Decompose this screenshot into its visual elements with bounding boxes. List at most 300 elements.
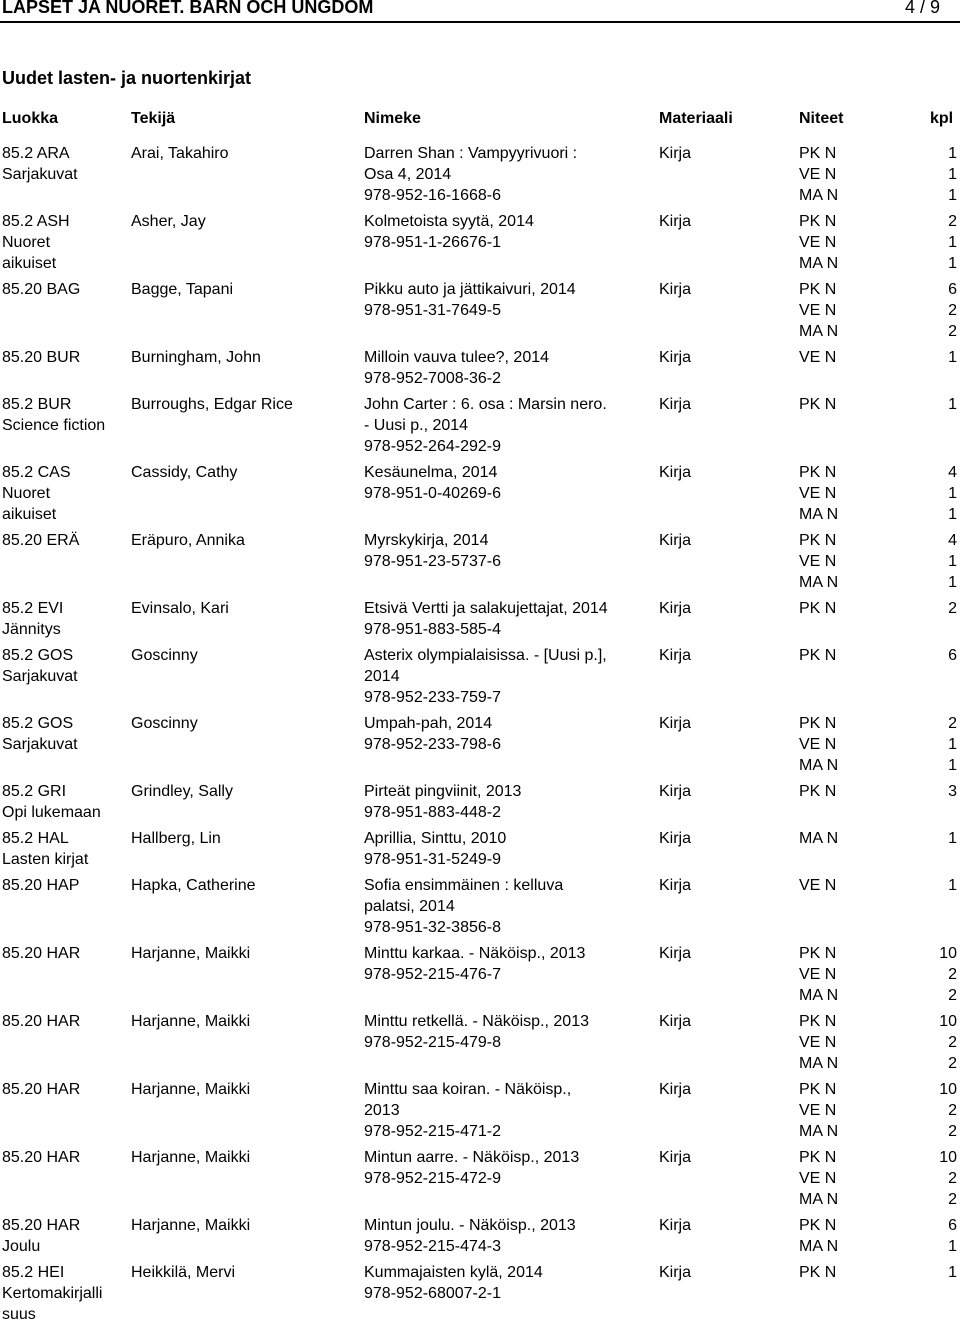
cell-tekija — [131, 279, 361, 300]
cell-tekija-line: Eräpuro, Annika — [131, 532, 245, 549]
cell-tekija-line: Goscinny — [131, 715, 198, 732]
cell-luokka — [2, 394, 127, 436]
cell-nimeke — [364, 1079, 654, 1142]
cell-nimeke-line: Etsivä Vertti ja salakujettajat, 2014 — [364, 600, 608, 617]
cell-niteet-line: PK N — [799, 945, 837, 962]
cell-niteet-line: PK N — [799, 1149, 837, 1166]
cell-niteet — [799, 1215, 859, 1257]
cell-nimeke-line: 978-951-1-26676-1 — [364, 234, 501, 251]
cell-niteet-line: PK N — [799, 213, 837, 230]
cell-tekija — [131, 598, 361, 619]
cell-luokka-line: aikuiset — [2, 255, 57, 272]
cell-niteet-line: PK N — [799, 783, 837, 800]
cell-tekija-line: Harjanne, Maikki — [131, 1013, 251, 1030]
cell-luokka — [2, 530, 127, 551]
cell-kpl-line: 1 — [948, 187, 957, 204]
cell-luokka-line: 85.20 HAR — [2, 1013, 81, 1030]
cell-kpl-line: 10 — [939, 945, 957, 962]
column-header-niteet: Niteet — [799, 110, 844, 127]
cell-nimeke-line: 2013 — [364, 1102, 400, 1119]
cell-kpl-line: 1 — [948, 234, 957, 251]
cell-nimeke-line: Kummajaisten kylä, 2014 — [364, 1264, 543, 1281]
cell-nimeke-line: 978-952-215-474-3 — [364, 1238, 501, 1255]
cell-kpl-line: 2 — [948, 323, 957, 340]
cell-kpl-line: 2 — [948, 1123, 957, 1140]
cell-kpl-line: 1 — [948, 830, 957, 847]
cell-tekija — [131, 394, 361, 415]
cell-kpl — [900, 347, 957, 368]
cell-tekija-line: Harjanne, Maikki — [131, 945, 251, 962]
cell-luokka — [2, 781, 127, 823]
cell-nimeke — [364, 598, 654, 640]
cell-niteet — [799, 828, 859, 849]
cell-nimeke-line: 2014 — [364, 668, 400, 685]
cell-luokka — [2, 943, 127, 964]
cell-luokka — [2, 645, 127, 687]
cell-nimeke — [364, 530, 654, 572]
cell-niteet-line: PK N — [799, 145, 837, 162]
cell-tekija-line: Hapka, Catherine — [131, 877, 256, 894]
cell-luokka-line: Kertomakirjalli — [2, 1285, 103, 1302]
cell-materiaali-line: Kirja — [659, 145, 692, 162]
cell-niteet-line: PK N — [799, 532, 837, 549]
cell-kpl — [900, 713, 957, 776]
cell-niteet-line: MA N — [799, 187, 839, 204]
cell-tekija — [131, 781, 361, 802]
cell-kpl-line: 6 — [948, 281, 957, 298]
cell-kpl-line: 10 — [939, 1149, 957, 1166]
cell-materiaali — [659, 279, 749, 300]
cell-luokka-line: Nuoret — [2, 485, 51, 502]
cell-niteet-line: VE N — [799, 349, 837, 366]
cell-kpl — [900, 781, 957, 802]
header-title: LAPSET JA NUORET. BARN OCH UNGDOM — [2, 0, 374, 17]
cell-nimeke-line: 978-951-883-585-4 — [364, 621, 501, 638]
cell-materiaali — [659, 1262, 749, 1283]
cell-materiaali — [659, 1011, 749, 1032]
cell-materiaali — [659, 645, 749, 666]
cell-kpl-line: 1 — [948, 553, 957, 570]
cell-nimeke-line: Pikku auto ja jättikaivuri, 2014 — [364, 281, 576, 298]
cell-luokka — [2, 211, 127, 274]
cell-luokka-line: Sarjakuvat — [2, 736, 78, 753]
column-header-kpl: kpl — [930, 110, 954, 127]
cell-tekija-line: Burroughs, Edgar Rice — [131, 396, 293, 413]
cell-luokka — [2, 598, 127, 640]
cell-luokka-line: 85.2 HEI — [2, 1264, 65, 1281]
cell-tekija-line: Goscinny — [131, 647, 198, 664]
cell-nimeke-line: 978-952-233-798-6 — [364, 736, 501, 753]
cell-kpl-line: 1 — [948, 255, 957, 272]
cell-niteet-line: VE N — [799, 234, 837, 251]
cell-luokka-line: Jännitys — [2, 621, 61, 638]
cell-nimeke-line: Umpah-pah, 2014 — [364, 715, 493, 732]
cell-nimeke-line: 978-951-0-40269-6 — [364, 485, 501, 502]
cell-kpl-line: 2 — [948, 1191, 957, 1208]
cell-niteet-line: VE N — [799, 877, 837, 894]
cell-materiaali — [659, 530, 749, 551]
cell-niteet — [799, 875, 859, 896]
cell-tekija — [131, 1079, 361, 1100]
cell-luokka-line: aikuiset — [2, 506, 57, 523]
cell-nimeke — [364, 1262, 654, 1304]
cell-nimeke-line: Minttu saa koiran. - Näköisp., — [364, 1081, 572, 1098]
cell-kpl — [900, 943, 957, 1006]
cell-kpl — [900, 598, 957, 619]
cell-luokka-line: Joulu — [2, 1238, 41, 1255]
cell-luokka-line: 85.20 HAR — [2, 1217, 81, 1234]
cell-niteet — [799, 645, 859, 666]
cell-materiaali-line: Kirja — [659, 647, 692, 664]
cell-luokka-line: 85.20 HAP — [2, 877, 80, 894]
cell-niteet — [799, 781, 859, 802]
cell-materiaali — [659, 1079, 749, 1100]
cell-materiaali-line: Kirja — [659, 783, 692, 800]
page-header — [0, 0, 960, 20]
cell-tekija — [131, 875, 361, 896]
cell-kpl — [900, 143, 957, 206]
cell-luokka — [2, 1147, 127, 1168]
cell-nimeke-line: Aprillia, Sinttu, 2010 — [364, 830, 507, 847]
cell-niteet-line: MA N — [799, 1055, 839, 1072]
cell-luokka-line: Opi lukemaan — [2, 804, 101, 821]
cell-nimeke-line: Osa 4, 2014 — [364, 166, 452, 183]
cell-nimeke-line: 978-952-215-472-9 — [364, 1170, 501, 1187]
cell-nimeke-line: Pirteät pingviinit, 2013 — [364, 783, 522, 800]
cell-niteet-line: PK N — [799, 396, 837, 413]
cell-tekija-line: Burningham, John — [131, 349, 261, 366]
cell-niteet-line: MA N — [799, 323, 839, 340]
cell-tekija-line: Hallberg, Lin — [131, 830, 221, 847]
cell-tekija — [131, 943, 361, 964]
cell-nimeke-line: Minttu retkellä. - Näköisp., 2013 — [364, 1013, 589, 1030]
cell-luokka-line: Nuoret — [2, 234, 51, 251]
cell-kpl-line: 6 — [948, 647, 957, 664]
column-header-materiaali: Materiaali — [659, 110, 733, 127]
cell-kpl — [900, 530, 957, 593]
cell-kpl-line: 1 — [948, 877, 957, 894]
cell-materiaali-line: Kirja — [659, 1217, 692, 1234]
cell-nimeke-line: 978-952-7008-36-2 — [364, 370, 501, 387]
cell-tekija — [131, 1215, 361, 1236]
cell-luokka-line: Lasten kirjat — [2, 851, 89, 868]
cell-nimeke-line: 978-952-264-292-9 — [364, 438, 501, 455]
cell-niteet-line: PK N — [799, 1081, 837, 1098]
cell-nimeke — [364, 645, 654, 708]
cell-kpl-line: 2 — [948, 302, 957, 319]
cell-kpl-line: 4 — [948, 532, 957, 549]
cell-materiaali-line: Kirja — [659, 213, 692, 230]
cell-materiaali-line: Kirja — [659, 945, 692, 962]
cell-materiaali-line: Kirja — [659, 1264, 692, 1281]
cell-niteet-line: PK N — [799, 1264, 837, 1281]
cell-materiaali — [659, 1215, 749, 1236]
cell-kpl-line: 4 — [948, 464, 957, 481]
cell-kpl-line: 1 — [948, 1264, 957, 1281]
cell-kpl-line: 2 — [948, 1055, 957, 1072]
cell-nimeke-line: Asterix olympialaisissa. - [Uusi p.], — [364, 647, 607, 664]
cell-nimeke — [364, 462, 654, 504]
cell-nimeke-line: Sofia ensimmäinen : kelluva — [364, 877, 564, 894]
cell-materiaali — [659, 462, 749, 483]
cell-materiaali-line: Kirja — [659, 464, 692, 481]
cell-nimeke — [364, 1215, 654, 1257]
cell-kpl-line: 1 — [948, 396, 957, 413]
cell-tekija-line: Cassidy, Cathy — [131, 464, 238, 481]
cell-tekija-line: Harjanne, Maikki — [131, 1081, 251, 1098]
cell-nimeke — [364, 943, 654, 985]
cell-niteet-line: VE N — [799, 302, 837, 319]
section-title: Uudet lasten- ja nuortenkirjat — [2, 68, 252, 88]
cell-kpl-line: 10 — [939, 1013, 957, 1030]
cell-niteet-line: MA N — [799, 255, 839, 272]
cell-luokka-line: 85.20 BUR — [2, 349, 81, 366]
cell-luokka-line: Science fiction — [2, 417, 106, 434]
cell-kpl — [900, 394, 957, 415]
cell-luokka-line: 85.2 EVI — [2, 600, 64, 617]
cell-tekija-line: Evinsalo, Kari — [131, 600, 229, 617]
cell-niteet-line: MA N — [799, 1191, 839, 1208]
cell-nimeke — [364, 1147, 654, 1189]
cell-tekija — [131, 143, 361, 164]
cell-kpl-line: 1 — [948, 145, 957, 162]
cell-niteet-line: MA N — [799, 574, 839, 591]
cell-tekija — [131, 462, 361, 483]
cell-kpl-line: 1 — [948, 736, 957, 753]
cell-luokka — [2, 347, 127, 368]
cell-materiaali-line: Kirja — [659, 1149, 692, 1166]
cell-luokka-line: 85.20 HAR — [2, 945, 81, 962]
cell-niteet-line: MA N — [799, 1123, 839, 1140]
column-header-tekija: Tekijä — [131, 110, 176, 127]
cell-niteet-line: VE N — [799, 1102, 837, 1119]
cell-luokka-line: 85.20 HAR — [2, 1149, 81, 1166]
cell-niteet — [799, 1011, 859, 1074]
cell-luokka-line: 85.2 CAS — [2, 464, 71, 481]
cell-niteet-line: PK N — [799, 281, 837, 298]
cell-luokka-line: 85.2 GOS — [2, 715, 74, 732]
cell-niteet-line: PK N — [799, 647, 837, 664]
cell-niteet — [799, 279, 859, 342]
cell-kpl-line: 1 — [948, 485, 957, 502]
cell-niteet-line: MA N — [799, 1238, 839, 1255]
cell-tekija — [131, 1147, 361, 1168]
cell-materiaali — [659, 598, 749, 619]
cell-niteet — [799, 1147, 859, 1210]
cell-materiaali — [659, 394, 749, 415]
cell-kpl-line: 1 — [948, 506, 957, 523]
cell-nimeke-line: Mintun aarre. - Näköisp., 2013 — [364, 1149, 580, 1166]
cell-niteet-line: PK N — [799, 715, 837, 732]
cell-luokka — [2, 828, 127, 870]
cell-niteet-line: VE N — [799, 166, 837, 183]
cell-niteet-line: PK N — [799, 1013, 837, 1030]
cell-tekija — [131, 1011, 361, 1032]
cell-kpl — [900, 1215, 957, 1257]
cell-luokka — [2, 875, 127, 896]
column-header-nimeke: Nimeke — [364, 110, 421, 127]
cell-luokka-line: 85.2 HAL — [2, 830, 69, 847]
cell-kpl-line: 3 — [948, 783, 957, 800]
cell-nimeke-line: 978-951-883-448-2 — [364, 804, 501, 821]
cell-materiaali-line: Kirja — [659, 281, 692, 298]
cell-nimeke-line: Mintun joulu. - Näköisp., 2013 — [364, 1217, 576, 1234]
cell-materiaali-line: Kirja — [659, 1013, 692, 1030]
cell-niteet-line: VE N — [799, 553, 837, 570]
cell-tekija — [131, 713, 361, 734]
cell-luokka-line: 85.2 ASH — [2, 213, 70, 230]
cell-nimeke-line: Darren Shan : Vampyyrivuori : — [364, 145, 578, 162]
cell-luokka — [2, 143, 127, 185]
cell-kpl-line: 6 — [948, 1217, 957, 1234]
cell-kpl-line: 2 — [948, 987, 957, 1004]
cell-nimeke — [364, 1011, 654, 1053]
cell-kpl — [900, 1079, 957, 1142]
cell-luokka — [2, 713, 127, 755]
cell-luokka-line: Sarjakuvat — [2, 668, 78, 685]
cell-niteet-line: PK N — [799, 1217, 837, 1234]
cell-nimeke-line: 978-952-215-476-7 — [364, 966, 501, 983]
cell-nimeke-line: Kolmetoista syytä, 2014 — [364, 213, 534, 230]
cell-nimeke — [364, 713, 654, 755]
cell-luokka-line: suus — [2, 1306, 36, 1323]
cell-kpl — [900, 828, 957, 849]
cell-nimeke-line: John Carter : 6. osa : Marsin nero. — [364, 396, 607, 413]
cell-luokka-line: 85.20 ERÄ — [2, 532, 80, 549]
cell-tekija-line: Grindley, Sally — [131, 783, 233, 800]
cell-kpl-line: 2 — [948, 715, 957, 732]
cell-materiaali — [659, 143, 749, 164]
cell-materiaali-line: Kirja — [659, 830, 692, 847]
cell-niteet-line: VE N — [799, 966, 837, 983]
cell-niteet — [799, 530, 859, 593]
cell-niteet — [799, 347, 859, 368]
cell-tekija — [131, 347, 361, 368]
cell-tekija-line: Bagge, Tapani — [131, 281, 234, 298]
cell-kpl-line: 2 — [948, 966, 957, 983]
cell-niteet-line: PK N — [799, 464, 837, 481]
cell-niteet — [799, 1262, 859, 1283]
cell-kpl — [900, 1011, 957, 1074]
cell-materiaali — [659, 1147, 749, 1168]
cell-tekija — [131, 1262, 361, 1283]
cell-tekija-line: Arai, Takahiro — [131, 145, 229, 162]
cell-nimeke-line: - Uusi p., 2014 — [364, 417, 469, 434]
cell-nimeke-line: 978-952-233-759-7 — [364, 689, 501, 706]
cell-kpl-line: 2 — [948, 600, 957, 617]
cell-nimeke — [364, 875, 654, 938]
cell-luokka-line: 85.2 GRI — [2, 783, 67, 800]
cell-nimeke-line: 978-952-215-479-8 — [364, 1034, 501, 1051]
cell-luokka — [2, 1011, 127, 1032]
cell-luokka-line: 85.2 GOS — [2, 647, 74, 664]
cell-tekija-line: Asher, Jay — [131, 213, 206, 230]
cell-materiaali-line: Kirja — [659, 349, 692, 366]
cell-niteet-line: VE N — [799, 485, 837, 502]
cell-materiaali-line: Kirja — [659, 600, 692, 617]
cell-nimeke-line: Kesäunelma, 2014 — [364, 464, 498, 481]
cell-kpl-line: 1 — [948, 349, 957, 366]
cell-luokka-line: 85.2 BUR — [2, 396, 72, 413]
cell-kpl-line: 2 — [948, 213, 957, 230]
cell-nimeke-line: Milloin vauva tulee?, 2014 — [364, 349, 550, 366]
cell-materiaali — [659, 781, 749, 802]
cell-tekija-line: Harjanne, Maikki — [131, 1149, 251, 1166]
cell-materiaali — [659, 875, 749, 896]
cell-nimeke-line: 978-951-23-5737-6 — [364, 553, 501, 570]
column-header-luokka: Luokka — [2, 110, 59, 127]
cell-kpl-line: 2 — [948, 1034, 957, 1051]
cell-nimeke-line: 978-951-32-3856-8 — [364, 919, 501, 936]
cell-kpl-line: 1 — [948, 574, 957, 591]
cell-materiaali-line: Kirja — [659, 877, 692, 894]
cell-tekija — [131, 211, 361, 232]
cell-kpl-line: 1 — [948, 166, 957, 183]
cell-luokka — [2, 279, 127, 300]
cell-nimeke-line: Myrskykirja, 2014 — [364, 532, 489, 549]
header-rule — [0, 21, 960, 23]
cell-materiaali-line: Kirja — [659, 1081, 692, 1098]
cell-tekija — [131, 645, 361, 666]
cell-niteet — [799, 211, 859, 274]
cell-nimeke — [364, 279, 654, 321]
cell-niteet — [799, 713, 859, 776]
cell-niteet-line: VE N — [799, 736, 837, 753]
cell-luokka — [2, 1079, 127, 1100]
cell-luokka — [2, 1262, 127, 1325]
cell-niteet — [799, 462, 859, 525]
cell-nimeke — [364, 828, 654, 870]
cell-nimeke-line: 978-951-31-7649-5 — [364, 302, 501, 319]
cell-luokka — [2, 462, 127, 525]
cell-tekija-line: Heikkilä, Mervi — [131, 1264, 236, 1281]
cell-niteet — [799, 394, 859, 415]
cell-nimeke — [364, 211, 654, 253]
page-number: 4 / 9 — [904, 0, 940, 17]
cell-materiaali-line: Kirja — [659, 715, 692, 732]
cell-niteet-line: VE N — [799, 1170, 837, 1187]
cell-niteet — [799, 1079, 859, 1142]
cell-kpl — [900, 645, 957, 666]
cell-nimeke-line: Minttu karkaa. - Näköisp., 2013 — [364, 945, 586, 962]
cell-kpl-line: 1 — [948, 1238, 957, 1255]
cell-nimeke-line: 978-952-68007-2-1 — [364, 1285, 501, 1302]
cell-niteet-line: MA N — [799, 506, 839, 523]
cell-tekija — [131, 828, 361, 849]
cell-nimeke-line: 978-951-31-5249-9 — [364, 851, 501, 868]
cell-nimeke — [364, 781, 654, 823]
cell-materiaali — [659, 347, 749, 368]
cell-nimeke — [364, 143, 654, 206]
cell-kpl — [900, 211, 957, 274]
cell-niteet — [799, 598, 859, 619]
cell-nimeke-line: palatsi, 2014 — [364, 898, 455, 915]
cell-niteet-line: MA N — [799, 987, 839, 1004]
cell-tekija — [131, 530, 361, 551]
cell-luokka-line: 85.20 HAR — [2, 1081, 81, 1098]
cell-materiaali — [659, 211, 749, 232]
cell-niteet-line: PK N — [799, 600, 837, 617]
cell-kpl-line: 1 — [948, 757, 957, 774]
cell-nimeke — [364, 394, 654, 457]
cell-kpl-line: 10 — [939, 1081, 957, 1098]
cell-kpl — [900, 279, 957, 342]
cell-luokka-line: 85.20 BAG — [2, 281, 81, 298]
cell-kpl — [900, 462, 957, 525]
cell-niteet-line: VE N — [799, 1034, 837, 1051]
cell-niteet-line: MA N — [799, 757, 839, 774]
cell-niteet — [799, 943, 859, 1006]
